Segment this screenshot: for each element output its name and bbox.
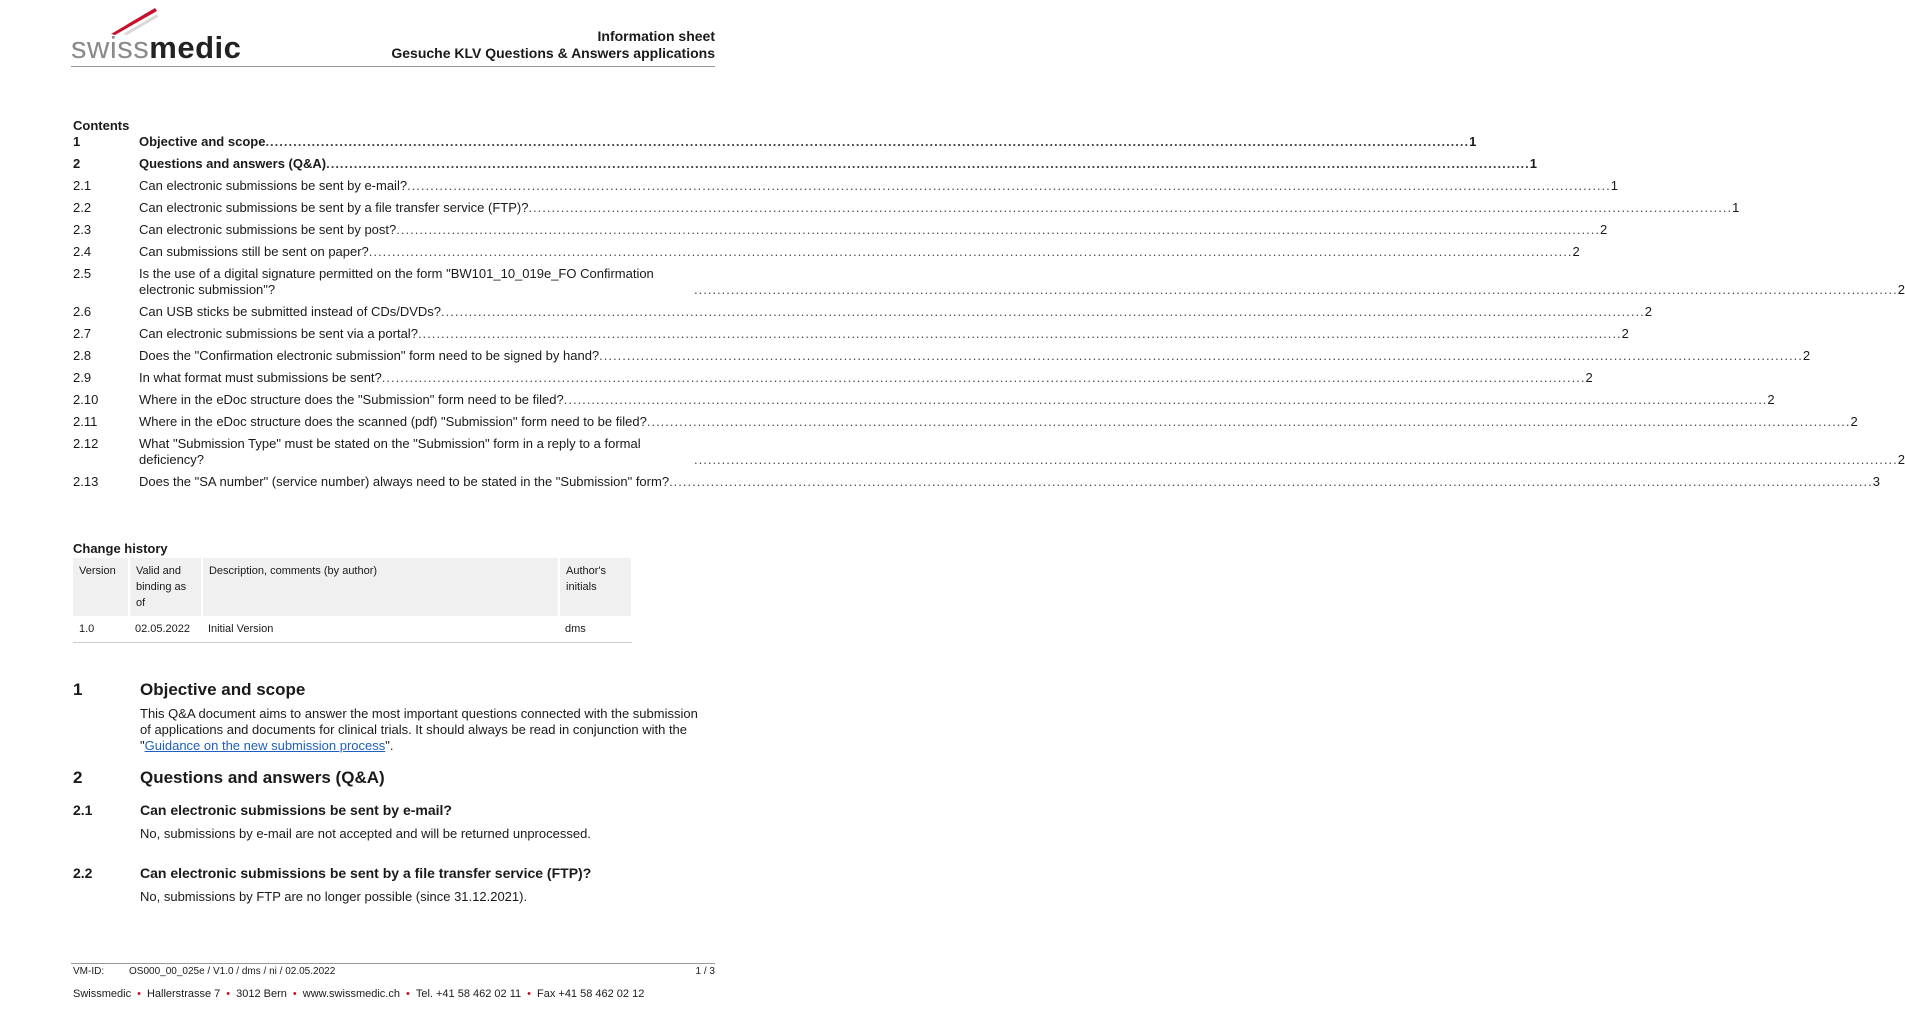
toc-item-text: Can electronic submissions be sent by e-mail? bbox=[139, 178, 408, 193]
section-number: 2 bbox=[73, 768, 83, 787]
toc-item[interactable] bbox=[73, 304, 1652, 320]
toc-item-text: Objective and scope bbox=[139, 134, 266, 149]
toc-item-entry bbox=[139, 200, 1740, 216]
toc-leader-dots bbox=[382, 370, 1586, 386]
subsection-2-2-body: No, submissions by FTP are no longer possible (since 31.12.2021). bbox=[140, 889, 528, 904]
toc-item-text: Where in the eDoc structure does the scanned (pdf) "Submission" form need to be filed? bbox=[139, 414, 647, 429]
separator-bullet-icon: • bbox=[527, 988, 531, 1000]
toc-item[interactable] bbox=[73, 414, 1858, 430]
toc-leader-dots bbox=[599, 348, 1803, 364]
toc-item-page: 2 bbox=[1572, 244, 1580, 259]
header-title-line2: Gesuche KLV Questions & Answers applications bbox=[391, 45, 715, 61]
subsection-2-1-body: No, submissions by e-mail are not accepted and will be returned unprocessed. bbox=[140, 826, 591, 841]
toc-item[interactable] bbox=[73, 326, 1629, 342]
toc-item-page: 2 bbox=[1897, 282, 1905, 297]
toc-item[interactable] bbox=[73, 244, 1580, 260]
toc-item-page: 3 bbox=[1872, 474, 1880, 489]
toc-list bbox=[73, 134, 1905, 490]
toc-item-entry bbox=[139, 392, 1775, 408]
column-header-version: Version bbox=[73, 558, 129, 616]
toc-item-page: 2 bbox=[1802, 348, 1811, 363]
change-history-title: Change history bbox=[73, 541, 168, 556]
toc-item-entry bbox=[139, 134, 1477, 150]
toc-item-text: Can USB sticks be submitted instead of CDs/DVDs? bbox=[139, 304, 442, 319]
toc-item-entry bbox=[139, 436, 1905, 468]
toc-item-number: 2.7 bbox=[73, 326, 92, 341]
toc-leader-dots bbox=[564, 392, 1768, 408]
logo-word-medic: medic bbox=[149, 30, 242, 65]
toc-item-page: 1 bbox=[1529, 156, 1538, 171]
page-number: 1 / 3 bbox=[695, 966, 715, 977]
toc-title: Contents bbox=[73, 118, 130, 133]
toc-item[interactable] bbox=[73, 200, 1740, 216]
footer-address-part: Fax +41 58 462 02 12 bbox=[537, 988, 645, 1000]
toc-item-number: 2 bbox=[73, 156, 81, 171]
toc-leader-dots bbox=[407, 178, 1611, 194]
toc-item-page: 1 bbox=[1469, 134, 1477, 149]
toc-leader-dots bbox=[418, 326, 1622, 342]
toc-leader-dots bbox=[528, 200, 1732, 216]
toc-item-page: 2 bbox=[1644, 304, 1652, 319]
header-divider bbox=[71, 66, 715, 67]
toc-item-number: 1 bbox=[73, 134, 81, 149]
column-header-author: Author's initials bbox=[559, 558, 632, 616]
footer-address-part: 3012 Bern bbox=[236, 988, 287, 1000]
toc-item[interactable] bbox=[73, 222, 1608, 238]
toc-item[interactable] bbox=[73, 392, 1775, 408]
toc-item-entry bbox=[139, 178, 1618, 194]
section-title: Objective and scope bbox=[140, 680, 306, 699]
footer-address-part: Swissmedic bbox=[73, 988, 132, 1000]
cell-version: 1.0 bbox=[73, 616, 129, 643]
subsection-number: 2.1 bbox=[73, 802, 93, 818]
section-number: 1 bbox=[73, 680, 83, 699]
body-text: This Q&A document aims to answer the most important questions connected with the submission of applications and documents for clinical trials. It should always be read in conjunction with the " bbox=[140, 706, 698, 753]
toc-item-entry bbox=[139, 370, 1593, 386]
toc-item-text: Can submissions still be sent on paper? bbox=[139, 244, 369, 259]
toc-item-number: 2.12 bbox=[73, 436, 99, 451]
toc-item-text: Is the use of a digital signature permitted on the form "BW101_10_019e_FO Confirmation electronic submission"? bbox=[139, 266, 654, 297]
separator-bullet-icon: • bbox=[137, 988, 141, 1000]
toc-item-page: 2 bbox=[1767, 392, 1775, 407]
toc-item-entry bbox=[139, 222, 1608, 238]
toc-item[interactable] bbox=[73, 134, 1477, 150]
table-row bbox=[73, 616, 632, 643]
toc-leader-dots bbox=[369, 244, 1573, 260]
toc-leader-dots bbox=[694, 282, 1898, 298]
toc-item-page: 2 bbox=[1585, 370, 1593, 385]
toc-item-text: Where in the eDoc structure does the "Submission" form need to be filed? bbox=[139, 392, 564, 407]
toc-item-text: Questions and answers (Q&A) bbox=[139, 156, 327, 171]
toc-item-text: Can electronic submissions be sent via a portal? bbox=[139, 326, 418, 341]
toc-item-page: 2 bbox=[1850, 414, 1858, 429]
section-1-body bbox=[140, 706, 710, 754]
toc-item-number: 2.10 bbox=[73, 392, 99, 407]
footer-address-part: Hallerstrasse 7 bbox=[146, 988, 221, 1000]
subsection-number: 2.2 bbox=[73, 865, 93, 881]
toc-item-entry bbox=[139, 266, 1905, 298]
toc-item-number: 2.4 bbox=[73, 244, 92, 259]
separator-bullet-icon: • bbox=[292, 988, 297, 1000]
toc-leader-dots bbox=[326, 156, 1530, 172]
toc-item-entry bbox=[139, 414, 1858, 430]
change-history-table bbox=[73, 558, 633, 643]
subsection-title: Can electronic submissions be sent by e-mail? bbox=[140, 802, 452, 818]
toc-item-number: 2.3 bbox=[73, 222, 92, 237]
toc-item[interactable] bbox=[73, 436, 1905, 468]
toc-leader-dots bbox=[694, 452, 1898, 468]
toc-item[interactable] bbox=[73, 178, 1618, 194]
vm-id-value: OS000_00_025e / V1.0 / dms / ni / 02.05.2022 bbox=[129, 966, 336, 977]
toc-item[interactable] bbox=[73, 370, 1593, 386]
toc-item-entry bbox=[139, 474, 1880, 490]
table-header-row bbox=[73, 558, 632, 616]
toc-item-entry bbox=[139, 326, 1629, 342]
toc-item-page: 1 bbox=[1732, 200, 1740, 215]
table-of-contents bbox=[73, 118, 1905, 496]
toc-item-text: Can electronic submissions be sent by a file transfer service (FTP)? bbox=[139, 200, 529, 215]
toc-leader-dots bbox=[265, 134, 1469, 150]
toc-leader-dots bbox=[647, 414, 1851, 430]
toc-item-number: 2.9 bbox=[73, 370, 92, 385]
toc-item-entry bbox=[139, 244, 1580, 260]
cell-author: dms bbox=[559, 616, 632, 643]
column-header-description: Description, comments (by author) bbox=[202, 558, 559, 616]
toc-item[interactable] bbox=[73, 266, 1905, 298]
toc-item[interactable] bbox=[73, 474, 1880, 490]
toc-item-entry bbox=[139, 156, 1538, 172]
toc-item[interactable] bbox=[73, 348, 1811, 364]
toc-item-text: Can electronic submissions be sent by post? bbox=[139, 222, 397, 237]
footer-divider bbox=[71, 963, 715, 964]
toc-item-text: Does the "Confirmation electronic submission" form need to be signed by hand? bbox=[139, 348, 600, 363]
separator-bullet-icon: • bbox=[226, 988, 231, 1000]
toc-item-text: What "Submission Type" must be stated on the "Submission" form in a reply to a formal deficiency? bbox=[139, 436, 641, 467]
section-title: Questions and answers (Q&A) bbox=[140, 768, 385, 787]
footer-address-part: Tel. +41 58 462 02 11 bbox=[415, 988, 522, 1000]
body-text-end: ". bbox=[385, 738, 394, 753]
toc-item-number: 2.11 bbox=[73, 414, 98, 429]
toc-item-entry bbox=[139, 304, 1652, 320]
document-header bbox=[391, 28, 715, 62]
toc-item-number: 2.6 bbox=[73, 304, 92, 319]
guidance-link[interactable]: Guidance on the new submission process bbox=[144, 738, 386, 753]
toc-item-page: 2 bbox=[1599, 222, 1608, 237]
vm-id-label: VM-ID: bbox=[73, 966, 105, 977]
toc-item-text: Does the "SA number" (service number) always need to be stated in the "Submission" form? bbox=[139, 474, 670, 489]
cell-description: Initial Version bbox=[202, 616, 559, 643]
toc-item-page: 2 bbox=[1621, 326, 1629, 341]
cell-valid-date: 02.05.2022 bbox=[129, 616, 202, 643]
column-header-valid-date: Valid and binding as of bbox=[129, 558, 202, 616]
toc-leader-dots bbox=[396, 222, 1600, 238]
toc-leader-dots bbox=[669, 474, 1873, 490]
toc-item-page: 1 bbox=[1610, 178, 1618, 193]
toc-item-number: 2.13 bbox=[73, 474, 99, 489]
toc-item-number: 2.1 bbox=[73, 178, 92, 193]
header-title-line1: Information sheet bbox=[597, 28, 715, 44]
logo-word-swiss: swiss bbox=[71, 30, 150, 65]
toc-item-number: 2.2 bbox=[73, 200, 92, 215]
separator-bullet-icon: • bbox=[405, 988, 410, 1000]
toc-item[interactable] bbox=[73, 156, 1538, 172]
toc-item-text: In what format must submissions be sent? bbox=[139, 370, 382, 385]
footer-address bbox=[73, 988, 644, 1000]
swissmedic-logo bbox=[71, 6, 261, 68]
toc-item-number: 2.8 bbox=[73, 348, 92, 363]
subsection-title: Can electronic submissions be sent by a file transfer service (FTP)? bbox=[140, 865, 592, 881]
toc-item-number: 2.5 bbox=[73, 266, 92, 281]
toc-leader-dots bbox=[441, 304, 1645, 320]
footer-address-part[interactable]: www.swissmedic.ch bbox=[302, 988, 400, 1000]
toc-item-page: 2 bbox=[1897, 452, 1905, 467]
toc-item-entry bbox=[139, 348, 1811, 364]
